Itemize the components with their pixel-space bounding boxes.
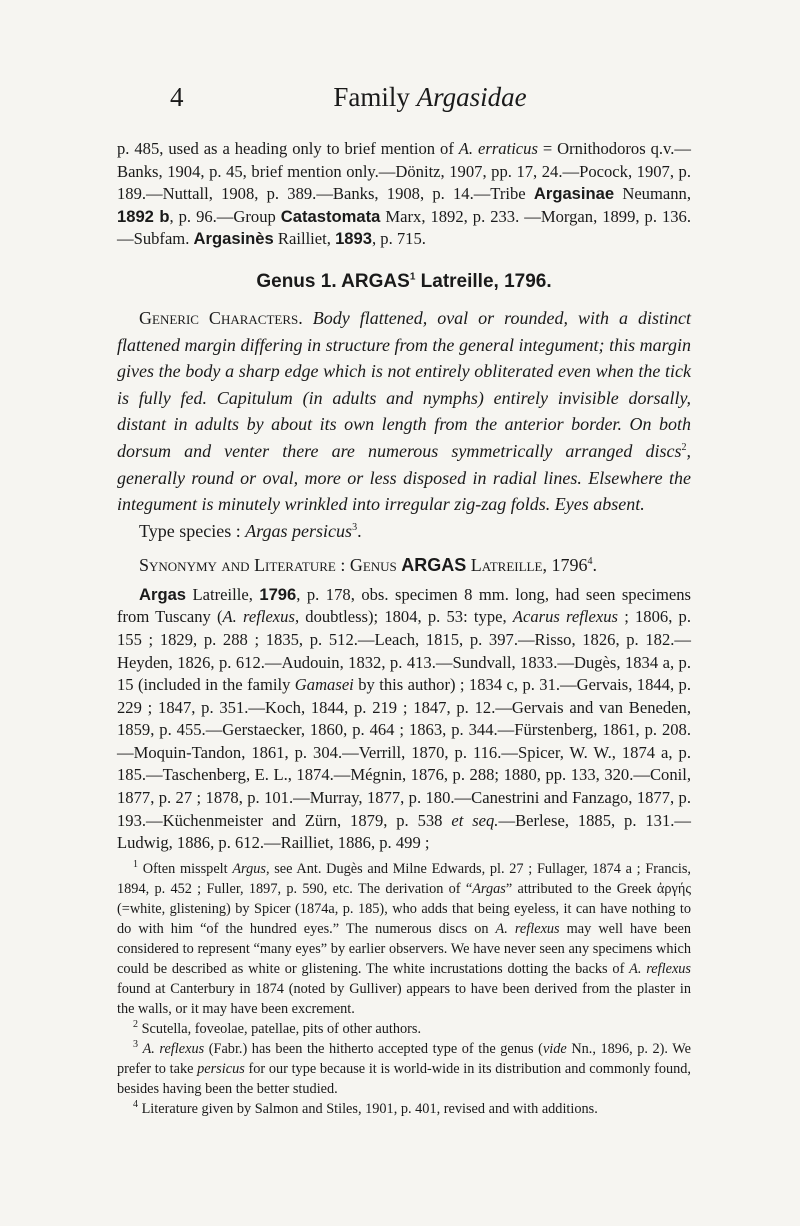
type-species-label: Type species : <box>139 520 246 541</box>
literature-text: , p. 178, obs. specimen 8 mm. long, had seen specimens from Tuscany ( <box>117 584 691 627</box>
synonymy-genus: ARGAS <box>401 554 467 575</box>
literature-paragraph <box>117 584 691 855</box>
intro-italic: A. erraticus <box>458 139 538 158</box>
page-body <box>117 138 691 1119</box>
footnote-text: (Fabr.) has been the hitherto accepted type of the genus ( <box>204 1040 543 1057</box>
footnote-ref: 1 <box>409 271 416 283</box>
footnote-number: 1 <box>133 859 138 871</box>
footnote-text: Often misspelt <box>138 860 233 877</box>
literature-text: by this author) ; 1834 c, p. 31.—Gervais, 1844, p. 229 ; 1847, p. 351.—Koch, 1844, p. 219 ; 1847, p. 12.—Gervais and van Beneden, 1859, p. 455.—Gerstaecker, 1860, p. 464 ; 1863, p. 344.—Fürstenberg, 1861, p. 208.—Moquin-Tandon, 1861, p. 304.—Verrill, 1870, p. 116.—Spicer, W. W., 1874 a, p. 185.—Taschenberg, E. L., 1874.—Mégnin, 1876, p. 288; 1880, pp. 133, 320.—Conil, 1877, p. 27 ; 1878, p. 101.—Murray, 1877, p. 180.—Canestrini and Fanzago, 1877, p. 193.—Küchenmeister and Zürn, 1879, p. 538 <box>117 675 691 830</box>
footnote-italic: A. reflexus <box>142 1040 205 1057</box>
type-species-name: Argas persicus <box>245 520 353 541</box>
footnote-text: may well have been considered to represent “many eyes” by earlier observers. We have never seen any specimens which could be described as white or glistening. The white incrustations dotting the backs of <box>117 920 691 977</box>
footnote-3 <box>117 1039 691 1099</box>
footnote-2 <box>117 1019 691 1039</box>
footnote-ref: 4 <box>587 555 593 567</box>
intro-bold: Catastomata <box>280 206 381 226</box>
footnote-italic: Argas <box>472 880 506 897</box>
literature-bold: Argas <box>139 584 187 604</box>
footnote-text: Nn., 1896, p. 2). We prefer to take <box>117 1040 692 1077</box>
footnote-number: 4 <box>133 1099 138 1111</box>
intro-text: p. 485, used as a heading only to brief mention of <box>117 139 459 158</box>
intro-text: , p. 96.—Group <box>169 206 281 226</box>
intro-text: = Ornithodoros q.v.—Banks, 1904, p. 45, brief mention only.—Dönitz, 1907, pp. 17, 24.—Pocock, 1907, p. 189.—Nuttall, 1908, p. 389.—Banks, 1908, p. 14.—Tribe <box>117 139 691 204</box>
footnote-italic: A. reflexus <box>495 920 560 937</box>
page-number: 4 <box>170 82 184 112</box>
running-title <box>280 82 580 113</box>
intro-bold: Argasinae <box>533 184 615 204</box>
literature-text: —Berlese, 1885, p. 131.—Ludwig, 1886, p. 612.—Railliet, 1886, p. 499 ; <box>117 810 691 853</box>
footnote-ref: 3 <box>352 521 358 533</box>
generic-characters-text: , generally round or oval, more or less disposed in radial lines. Elsewhere the integument is minutely wrinkled into irregular zig-zag folds. Eyes absent. <box>117 440 691 515</box>
footnote-4 <box>117 1099 691 1119</box>
running-title-plain: Family <box>333 82 417 112</box>
intro-text: Neumann, <box>614 184 691 204</box>
page-header <box>0 82 800 122</box>
generic-characters-text: Body flattened, oval or rounded, with a distinct flattened margin differing in structure from the general integument; this margin gives the body a sharp edge which is not entirely obliterated even when the tick is fully fed. Capitulum (in adults and nymphs) entirely invisible dorsally, distant in adults by about its own length from the anterior border. On both dorsum and venter there are numerous symmetrically arranged discs <box>117 307 691 461</box>
footnote-text: , see Ant. Dugès and Milne Edwards, pl. 27 ; Fullager, 1874 a ; Francis, 1894, p. 452 ; Fuller, 1897, p. 590, etc. The derivation of “ <box>117 860 691 897</box>
footnote-text: found at Canterbury in 1874 (noted by Gulliver) appears to have been derived from the plaster in the walls, or it may have been excrement. <box>117 980 691 1017</box>
genus-heading-author: Latreille, 1796. <box>415 270 552 292</box>
footnote-number: 2 <box>133 1019 138 1031</box>
literature-text: , doubtless); 1804, p. 53: type, <box>294 607 513 627</box>
type-species-end: . <box>357 520 362 541</box>
literature-italic: Acarus reflexus <box>512 607 618 627</box>
footnote-text: for our type because it is world-wide in its distribution and commonly found, besides having been the better studied. <box>117 1060 691 1097</box>
footnote-italic: persicus <box>197 1060 245 1077</box>
generic-characters <box>117 305 691 518</box>
footnote-text: Scutella, foveolae, patellae, pits of other authors. <box>138 1020 422 1037</box>
generic-characters-label: Generic Characters. <box>139 307 303 328</box>
footnote-number: 3 <box>133 1039 138 1051</box>
literature-text: Latreille, <box>186 584 260 604</box>
footnote-italic: vide <box>542 1040 567 1057</box>
synonymy-label: Synonymy and Literature : Genus <box>139 554 402 575</box>
footnote-text: ” attributed to the Greek ἀργής (=white, glistening) by Spicer (1874a, p. 185), who adds that being eyeless, it can have nothing to do with him “of the hundred eyes.” The numerous discs on <box>117 880 691 937</box>
synonymy-heading <box>117 552 691 578</box>
footnote-ref: 2 <box>681 441 687 453</box>
genus-heading-text: Genus 1. ARGAS <box>256 270 410 292</box>
literature-italic: et seq. <box>451 810 499 830</box>
literature-italic: A. reflexus <box>222 607 295 627</box>
intro-text: Marx, 1892, p. 233. —Morgan, 1899, p. 136.—Subfam. <box>117 206 691 249</box>
footnote-1 <box>117 859 691 1019</box>
intro-bold: 1893 <box>335 229 372 249</box>
genus-heading <box>117 269 691 295</box>
intro-paragraph <box>117 138 691 251</box>
synonymy-end: . <box>592 554 597 575</box>
footnote-italic: Argus <box>232 860 266 877</box>
footnotes <box>117 859 691 1119</box>
literature-text: ; 1806, p. 155 ; 1829, p. 288 ; 1835, p. 512.—Leach, 1815, p. 397.—Risso, 1826, p. 182.—Heyden, 1826, p. 612.—Audouin, 1832, p. 413.—Sundvall, 1833.—Dugès, 1834 a, p. 15 (included in the family <box>117 607 691 695</box>
intro-text: Railliet, <box>273 229 336 249</box>
literature-bold: 1796 <box>259 584 297 604</box>
literature-italic: Gamasei <box>294 675 354 695</box>
intro-bold: Argasinès <box>193 229 274 249</box>
synonymy-author: Latreille, 1796 <box>466 554 588 575</box>
intro-bold: 1892 b <box>117 206 170 226</box>
footnote-italic: A. reflexus <box>629 960 691 977</box>
type-species <box>117 518 691 544</box>
intro-text: , p. 715. <box>371 229 426 249</box>
footnote-text: Literature given by Salmon and Stiles, 1901, p. 401, revised and with additions. <box>138 1100 598 1117</box>
running-title-italic: Argasidae <box>416 82 527 112</box>
